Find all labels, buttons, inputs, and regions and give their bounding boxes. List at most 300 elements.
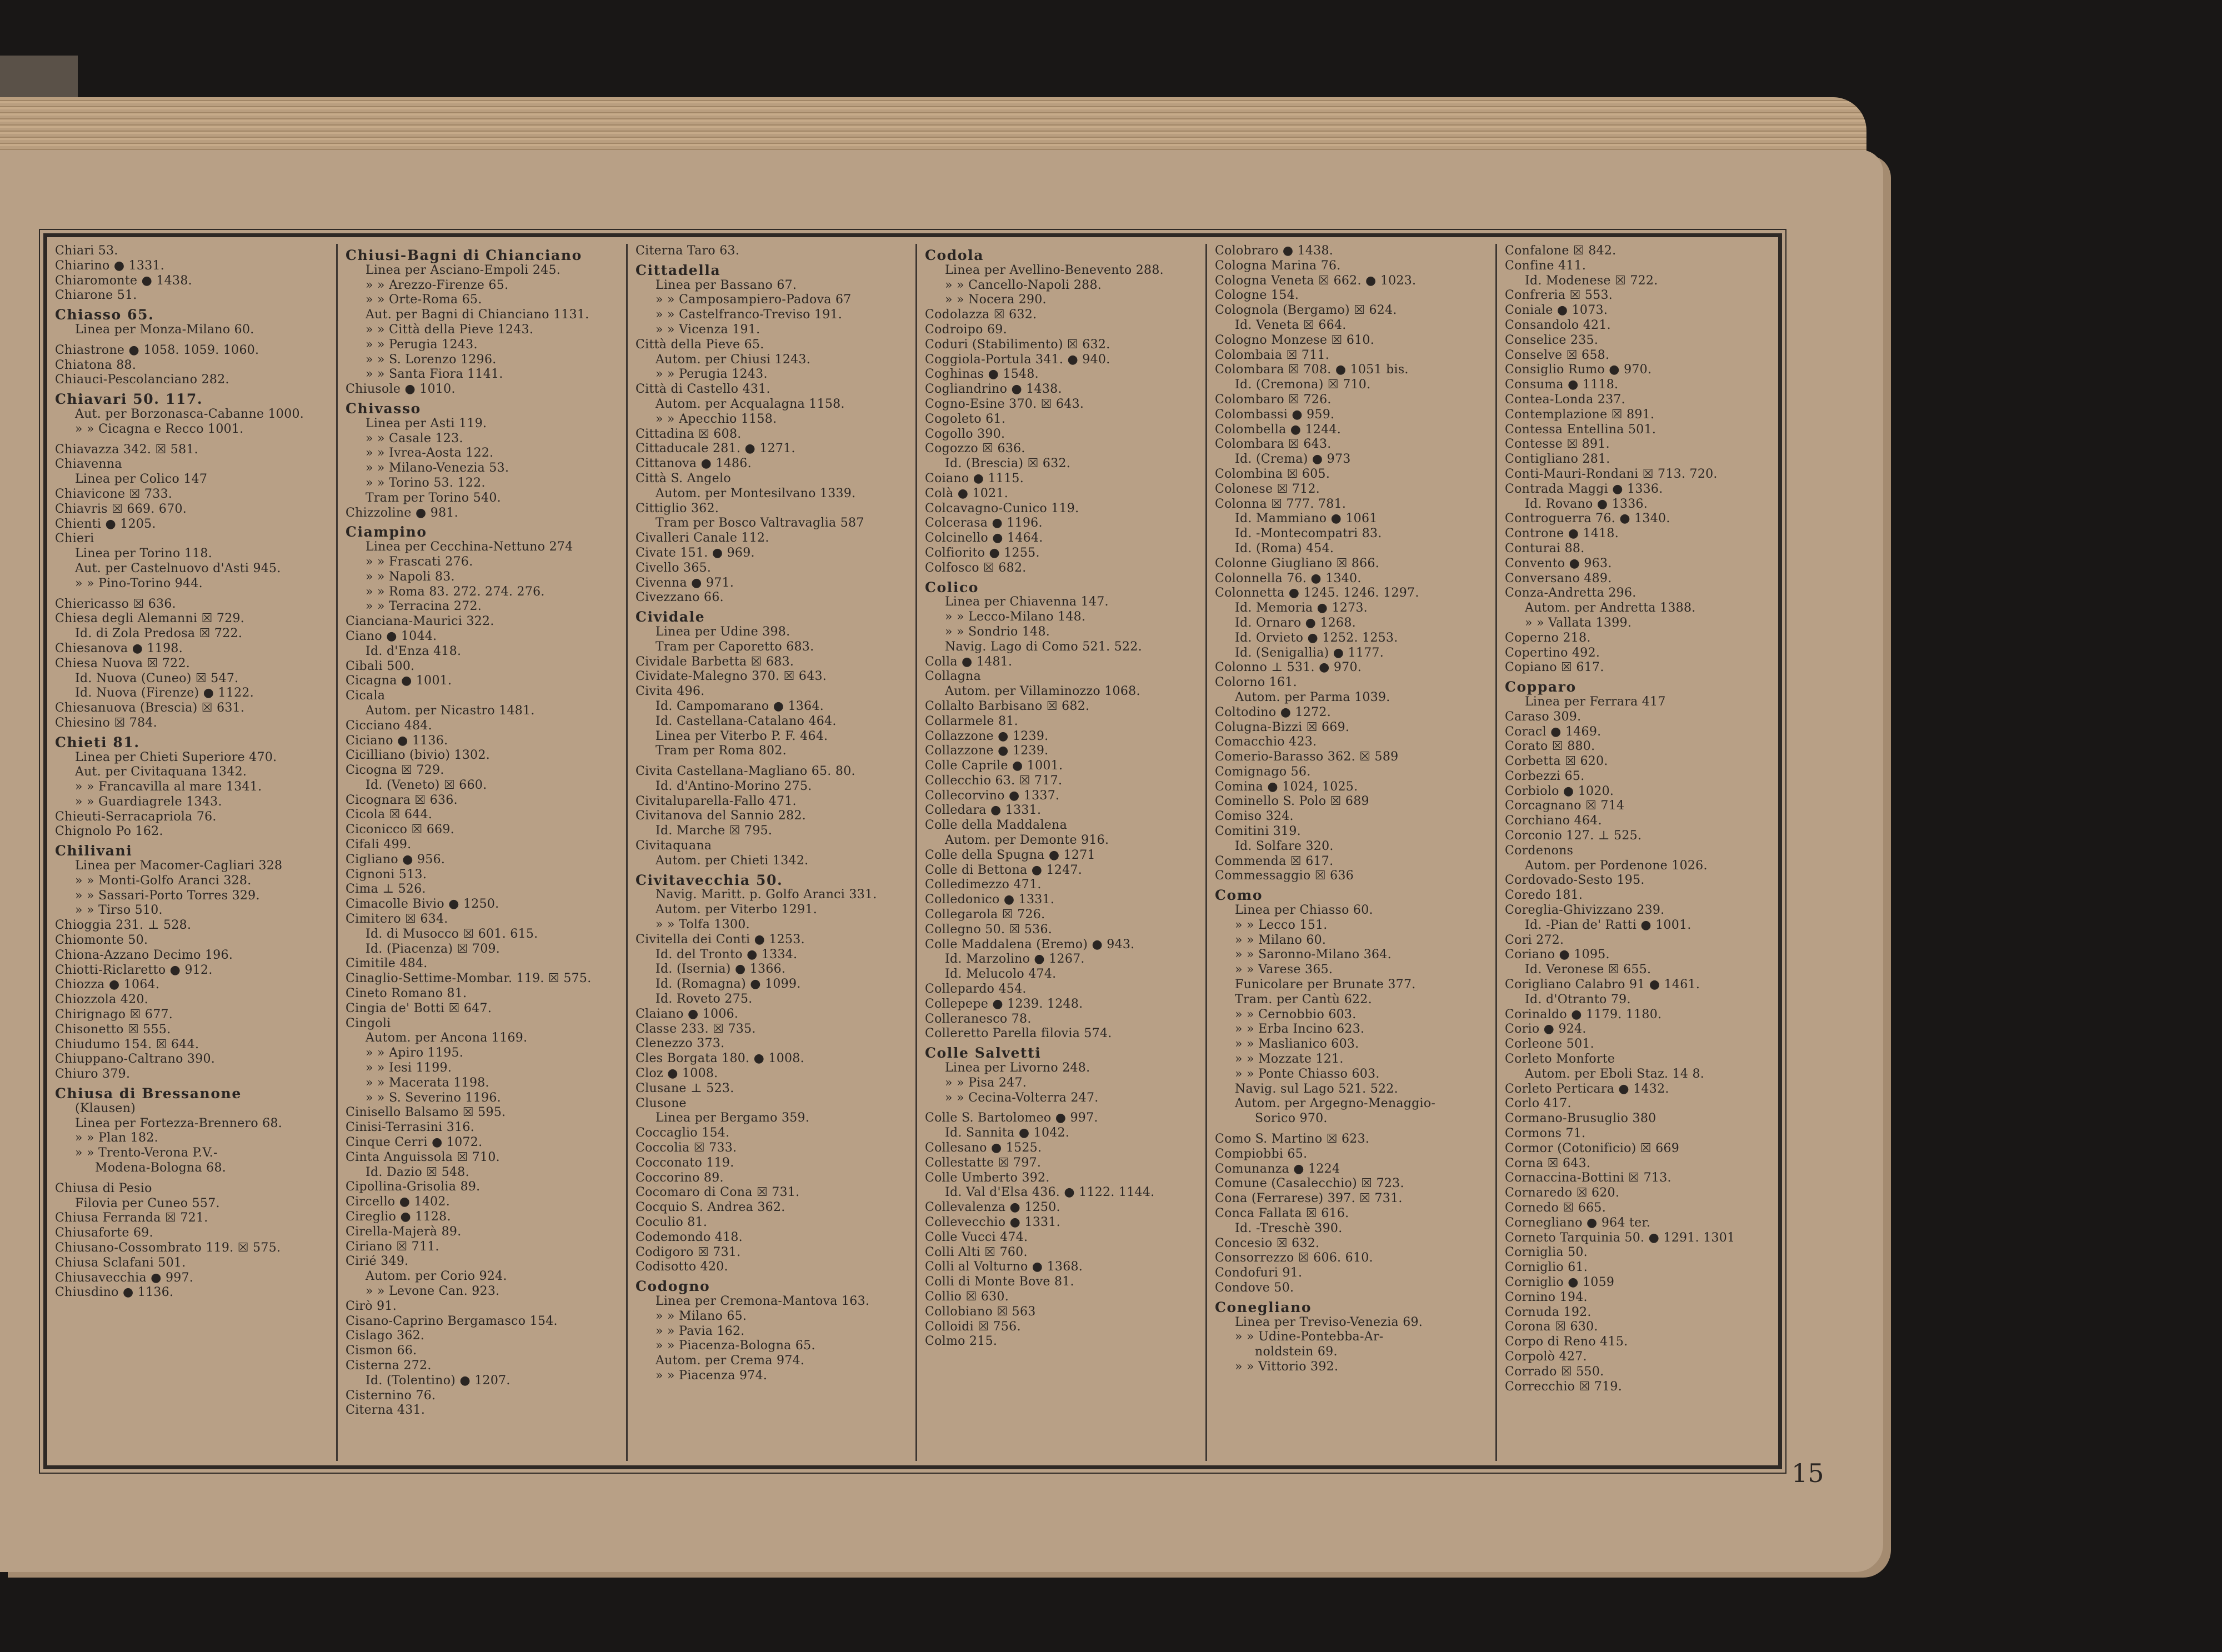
index-entry: » » Lecco 151. — [1235, 918, 1328, 932]
index-entry: » » Cecina-Volterra 247. — [945, 1090, 1099, 1105]
index-entry: Codemondo 418. — [635, 1230, 743, 1244]
index-entry: Linea per Macomer-Cagliari 328 — [75, 859, 283, 873]
index-entry: Cormano-Brusuglio 380 — [1505, 1112, 1657, 1126]
index-entry: Coccaglio 154. — [635, 1126, 730, 1140]
index-entry: Collepardo 454. — [925, 982, 1027, 997]
index-entry: Id. Solfare 320. — [1235, 839, 1334, 853]
index-heading: Chivasso — [346, 400, 421, 417]
index-entry: Commenda ☒ 617. — [1215, 854, 1334, 868]
index-entry: Cittiglio 362. — [635, 501, 719, 515]
index-entry: Cinaglio-Settime-Mombar. 119. ☒ 575. — [346, 972, 592, 986]
index-entry: Autom. per Crema 974. — [655, 1354, 805, 1368]
index-entry: Contesse ☒ 891. — [1505, 437, 1610, 452]
index-entry: Colle S. Bartolomeo ● 997. — [925, 1111, 1098, 1125]
book-page — [0, 150, 1883, 1572]
index-entry: Linea per Viterbo P. F. 464. — [655, 729, 828, 743]
index-entry: Chiusaforte 69. — [55, 1226, 153, 1240]
index-entry: » » Cicagna e Recco 1001. — [75, 422, 244, 436]
index-entry: Cinisi-Terrasini 316. — [346, 1120, 474, 1135]
index-entry: » » Napoli 83. — [366, 569, 455, 584]
index-entry: » » Tolfa 1300. — [655, 918, 750, 932]
index-entry: Cignoni 513. — [346, 867, 427, 882]
index-entry: Chiesanuova (Brescia) ☒ 631. — [55, 701, 245, 715]
index-entry: Collesano ● 1525. — [925, 1141, 1042, 1155]
index-entry: Cogoleto 61. — [925, 412, 1006, 426]
index-entry: Chienti ● 1205. — [55, 517, 156, 531]
index-column-3 — [628, 244, 917, 1461]
index-entry: Id. (Brescia) ☒ 632. — [945, 457, 1071, 471]
index-entry: Autom. per Acqualagna 1158. — [655, 397, 845, 411]
index-entry: Cornaccina-Bottini ☒ 713. — [1505, 1171, 1671, 1185]
index-entry: Contemplazione ☒ 891. — [1505, 407, 1655, 422]
index-entry: » » Frascati 276. — [366, 554, 473, 569]
index-heading: Chiusi-Bagni di Chianciano — [346, 247, 582, 263]
index-entry: » » Udine-Pontebba-Ar- — [1235, 1330, 1384, 1344]
index-entry: Chiari 53. — [55, 244, 118, 258]
index-entry: Chiaromonte ● 1438. — [55, 273, 192, 288]
index-entry: Cologna Veneta ☒ 662. ● 1023. — [1215, 273, 1417, 288]
index-heading: Civitavecchia 50. — [635, 872, 783, 888]
index-entry: Cicognara ☒ 636. — [346, 793, 458, 807]
index-entry: Cireglio ● 1128. — [346, 1210, 451, 1224]
index-entry: » » Nocera 290. — [945, 293, 1047, 307]
index-entry: Id. (Romagna) ● 1099. — [655, 977, 801, 992]
index-heading: Copparo — [1505, 679, 1577, 695]
index-entry: Colmo 215. — [925, 1334, 998, 1349]
index-entry: Consuma ● 1118. — [1505, 378, 1619, 392]
index-entry: Controguerra 76. ● 1340. — [1505, 512, 1670, 526]
index-entry: Colle Caprile ● 1001. — [925, 759, 1063, 773]
index-entry: Chieri — [55, 532, 94, 546]
index-entry: Cismon 66. — [346, 1344, 417, 1358]
index-entry: » » Mozzate 121. — [1235, 1052, 1344, 1067]
index-entry: Civitaluparella-Fallo 471. — [635, 794, 797, 808]
index-entry: Linea per Bassano 67. — [655, 278, 797, 292]
index-entry: Collobiano ☒ 563 — [925, 1304, 1036, 1319]
index-column-2 — [338, 244, 628, 1461]
index-entry: Chiavazza 342. ☒ 581. — [55, 442, 198, 457]
index-entry: Id. Memoria ● 1273. — [1235, 601, 1368, 615]
index-entry: Citerna 431. — [346, 1403, 426, 1418]
index-entry: Sorico 970. — [1255, 1112, 1328, 1126]
index-entry: Colle Maddalena (Eremo) ● 943. — [925, 937, 1135, 952]
index-entry: Coculio 81. — [635, 1215, 708, 1229]
index-entry: Cirella-Majerà 89. — [346, 1224, 462, 1239]
index-entry: » » Terracina 272. — [366, 599, 482, 614]
index-entry: » » Torino 53. 122. — [366, 475, 486, 490]
index-entry: Conversano 489. — [1505, 571, 1612, 585]
index-entry: Linea per Asti 119. — [366, 416, 487, 430]
index-entry: Chiusa di Pesio — [55, 1181, 152, 1195]
index-entry: Coltodino ● 1272. — [1215, 705, 1331, 719]
index-entry: Autom. per Andretta 1388. — [1525, 601, 1696, 615]
index-entry: » » Casale 123. — [366, 431, 463, 445]
index-entry: » » Camposampiero-Padova 67 — [655, 293, 852, 307]
index-entry: » » Città della Pieve 1243. — [366, 322, 534, 337]
index-entry: Id. Orvieto ● 1252. 1253. — [1235, 630, 1398, 645]
index-entry: » » Lecco-Milano 148. — [945, 610, 1086, 624]
index-entry: Id. Nuova (Firenze) ● 1122. — [75, 686, 254, 700]
index-entry: Consandolo 421. — [1505, 318, 1611, 332]
index-entry: Cicagna ● 1001. — [346, 674, 452, 688]
index-entry: Chignolo Po 162. — [55, 824, 163, 839]
index-entry: Chiuro 379. — [55, 1067, 131, 1082]
index-entry: Coghinas ● 1548. — [925, 367, 1039, 382]
index-entry: Claiano ● 1006. — [635, 1007, 739, 1021]
index-heading: Codola — [925, 247, 984, 263]
index-entry: Chiona-Azzano Decimo 196. — [55, 948, 233, 962]
index-entry: Id. di Musocco ☒ 601. 615. — [366, 927, 538, 941]
index-entry: Civate 151. ● 969. — [635, 545, 755, 560]
index-column-1 — [47, 244, 338, 1461]
index-entry: Cles Borgata 180. ● 1008. — [635, 1052, 804, 1066]
index-entry: Colcinello ● 1464. — [925, 531, 1043, 545]
index-entry: Aut. per Borzonasca-Cabanne 1000. — [75, 407, 304, 421]
index-entry: Colombara ☒ 708. ● 1051 bis. — [1215, 363, 1409, 377]
index-entry: Corona ☒ 630. — [1505, 1320, 1598, 1334]
index-entry: Colugna-Bizzi ☒ 669. — [1215, 720, 1350, 734]
index-entry: Cocomaro di Cona ☒ 731. — [635, 1185, 800, 1200]
index-entry: Cingia de' Botti ☒ 647. — [346, 1001, 492, 1015]
index-heading: Chilivani — [55, 843, 133, 859]
index-entry: Contigliano 281. — [1505, 452, 1610, 467]
index-entry: » » Monti-Golfo Aranci 328. — [75, 873, 252, 888]
index-entry: Linea per Cecchina-Nettuno 274 — [366, 540, 573, 554]
index-entry: » » Roma 83. 272. 274. 276. — [366, 584, 545, 599]
index-entry: Collestatte ☒ 797. — [925, 1155, 1042, 1170]
index-entry: Chiesa Nuova ☒ 722. — [55, 656, 191, 670]
index-entry: Cornuda 192. — [1505, 1305, 1592, 1319]
index-entry: Corleto Monforte — [1505, 1052, 1615, 1067]
index-heading: Chieti 81. — [55, 734, 140, 750]
index-entry: » » Perugia 1243. — [655, 367, 768, 382]
index-entry: Colorno 161. — [1215, 675, 1297, 690]
index-entry: Collio ☒ 630. — [925, 1289, 1009, 1304]
index-entry: Chiomonte 50. — [55, 933, 148, 948]
index-entry: Navig. Maritt. p. Golfo Aranci 331. — [655, 888, 877, 902]
index-entry: Navig. sul Lago 521. 522. — [1235, 1082, 1398, 1096]
index-entry: Corbezzi 65. — [1505, 769, 1585, 783]
index-entry: » » Piacenza-Bologna 65. — [655, 1339, 815, 1353]
index-entry: Id. (Cremona) ☒ 710. — [1235, 378, 1371, 392]
index-entry: Collecorvino ● 1337. — [925, 788, 1060, 803]
index-entry: Collegarola ☒ 726. — [925, 908, 1045, 922]
index-entry: » » Plan 182. — [75, 1131, 158, 1145]
index-entry: Chiozza ● 1064. — [55, 978, 160, 992]
index-entry: Cordovado-Sesto 195. — [1505, 873, 1645, 888]
index-entry: » » Saronno-Milano 364. — [1235, 948, 1392, 962]
index-entry: Circello ● 1402. — [346, 1195, 451, 1209]
index-entry: Id. Rovano ● 1336. — [1525, 497, 1648, 511]
index-entry: Colombaro ☒ 726. — [1215, 392, 1332, 407]
index-entry: Corbetta ☒ 620. — [1505, 754, 1608, 769]
index-entry: Cinta Anguissola ☒ 710. — [346, 1150, 500, 1164]
index-entry: Contessa Entellina 501. — [1505, 422, 1657, 437]
index-entry: Cimitero ☒ 634. — [346, 912, 448, 927]
index-entry: Copiano ☒ 617. — [1505, 660, 1604, 675]
index-entry: Chiusano-Cossombrato 119. ☒ 575. — [55, 1241, 281, 1255]
index-entry: Codigoro ☒ 731. — [635, 1245, 741, 1259]
index-entry: Corlo 417. — [1505, 1097, 1572, 1111]
index-entry: Collarmele 81. — [925, 714, 1018, 728]
index-entry: Cigliano ● 956. — [346, 852, 446, 867]
index-entry: Caraso 309. — [1505, 709, 1582, 724]
index-entry: Chiarone 51. — [55, 288, 137, 303]
index-entry: Tram per Caporetto 683. — [655, 639, 814, 654]
index-entry: Id. Ornaro ● 1268. — [1235, 615, 1356, 630]
index-entry: » » Pisa 247. — [945, 1075, 1027, 1090]
index-entry: Confreria ☒ 553. — [1505, 288, 1613, 303]
index-entry: Chiauci-Pescolanciano 282. — [55, 373, 229, 387]
index-entry: Corconio 127. ⊥ 525. — [1505, 829, 1642, 843]
index-entry: Aut. per Civitaquana 1342. — [75, 765, 247, 779]
index-entry: » » Levone Can. 923. — [366, 1284, 500, 1298]
index-entry: Id. (Isernia) ● 1366. — [655, 962, 786, 977]
index-entry: Linea per Torino 118. — [75, 547, 213, 561]
index-entry: Corpolò 427. — [1505, 1349, 1587, 1364]
index-entry: Coduri (Stabilimento) ☒ 632. — [925, 337, 1110, 352]
index-entry: Chiuppano-Caltrano 390. — [55, 1052, 216, 1067]
index-entry: Colombara ☒ 643. — [1215, 437, 1332, 452]
index-entry: Cornaredo ☒ 620. — [1505, 1186, 1620, 1200]
index-entry: Conza-Andretta 296. — [1505, 586, 1637, 600]
index-entry: Colle Vucci 474. — [925, 1230, 1028, 1244]
index-entry: Civenna ● 971. — [635, 575, 734, 590]
index-entry: Clenezzo 373. — [635, 1037, 725, 1051]
index-entry: Colli al Volturno ● 1368. — [925, 1260, 1083, 1274]
index-entry: » » Vittorio 392. — [1235, 1359, 1339, 1374]
index-entry: » » Apiro 1195. — [366, 1046, 464, 1060]
index-entry: Chiusdino ● 1136. — [55, 1285, 174, 1300]
index-entry: Colfiorito ● 1255. — [925, 545, 1040, 560]
index-entry: Id. -Pian de' Ratti ● 1001. — [1525, 918, 1691, 932]
index-entry: Colledara ● 1331. — [925, 803, 1042, 818]
index-entry: Id. Veneta ☒ 664. — [1235, 318, 1347, 332]
index-entry: Colcavagno-Cunico 119. — [925, 501, 1079, 515]
index-entry: Tram per Bosco Valtravaglia 587 — [655, 516, 864, 530]
index-entry: Id. (Crema) ● 973 — [1235, 452, 1351, 467]
index-entry: Corniglio 61. — [1505, 1260, 1588, 1275]
index-heading: Chiusa di Bressanone — [55, 1085, 242, 1102]
index-entry: Cocconato 119. — [635, 1155, 734, 1170]
index-entry: Cocquio S. Andrea 362. — [635, 1200, 785, 1215]
index-entry: Cornedo ☒ 665. — [1505, 1201, 1607, 1215]
index-entry: Cimacolle Bivio ● 1250. — [346, 897, 499, 912]
index-entry: Coperno 218. — [1505, 630, 1591, 645]
index-heading: Codogno — [635, 1278, 710, 1295]
index-heading: Conegliano — [1215, 1299, 1312, 1315]
index-entry: Chiozzola 420. — [55, 993, 149, 1007]
index-entry: » » Sassari-Porto Torres 329. — [75, 888, 260, 903]
index-entry: » » Cancello-Napoli 288. — [945, 278, 1102, 292]
index-entry: Comune (Casalecchio) ☒ 723. — [1215, 1177, 1404, 1191]
index-entry: Cittadina ☒ 608. — [635, 427, 742, 441]
index-entry: Ciriano ☒ 711. — [346, 1239, 439, 1254]
index-entry: Linea per Chieti Superiore 470. — [75, 750, 277, 764]
index-entry: Coccorino 89. — [635, 1170, 724, 1185]
index-entry: Autom. per Villaminozzo 1068. — [945, 684, 1140, 699]
index-entry: Colleranesco 78. — [925, 1012, 1032, 1026]
index-entry: Conselice 235. — [1505, 333, 1599, 347]
index-entry: Comunanza ● 1224 — [1215, 1162, 1340, 1176]
index-entry: » » Pavia 162. — [655, 1324, 745, 1338]
index-frame — [43, 233, 1782, 1469]
index-entry: Colonnella 76. ● 1340. — [1215, 571, 1362, 585]
index-entry: Colombaia ☒ 711. — [1215, 348, 1330, 362]
index-entry: Cisterna 272. — [346, 1358, 432, 1373]
index-entry: Ciciano ● 1136. — [346, 733, 448, 748]
index-entry: Id. -Treschè 390. — [1235, 1221, 1343, 1235]
index-entry: Codisotto 420. — [635, 1260, 728, 1274]
index-entry: Autom. per Chiusi 1243. — [655, 352, 811, 367]
index-entry: Coracl ● 1469. — [1505, 724, 1602, 739]
index-entry: Id. Sannita ● 1042. — [945, 1126, 1070, 1140]
index-entry: Collecchio 63. ☒ 717. — [925, 773, 1063, 788]
index-entry: Linea per Fortezza-Brennero 68. — [75, 1116, 283, 1130]
index-heading: Cividale — [635, 609, 705, 625]
index-entry: Città S. Angelo — [635, 471, 731, 485]
index-entry: Corchiano 464. — [1505, 814, 1602, 828]
index-entry: Chiesa degli Alemanni ☒ 729. — [55, 612, 245, 626]
index-entry: Autom. per Pordenone 1026. — [1525, 858, 1708, 873]
index-entry: Cividate-Malegno 370. ☒ 643. — [635, 669, 827, 684]
index-entry: » » Ponte Chiasso 603. — [1235, 1067, 1380, 1081]
index-entry: Chiarino ● 1331. — [55, 258, 165, 273]
index-entry: Comiso 324. — [1215, 809, 1294, 824]
index-entry: Chioggia 231. ⊥ 528. — [55, 918, 192, 933]
index-entry: Cona (Ferrarese) 397. ☒ 731. — [1215, 1192, 1403, 1206]
index-entry: » » Tirso 510. — [75, 903, 163, 918]
index-entry: » » Milano 65. — [655, 1309, 747, 1323]
index-heading: Cittadella — [635, 262, 721, 278]
index-entry: Corbiolo ● 1020. — [1505, 784, 1614, 798]
index-entry: Linea per Udine 398. — [655, 624, 790, 639]
index-entry: Citerna Taro 63. — [635, 244, 740, 258]
index-entry: Contea-Londa 237. — [1505, 392, 1625, 407]
index-entry: Città di Castello 431. — [635, 382, 770, 397]
index-entry: Consorrezzo ☒ 606. 610. — [1215, 1251, 1373, 1265]
index-entry: » » Arezzo-Firenze 65. — [366, 278, 509, 292]
index-entry: Colledonico ● 1331. — [925, 893, 1055, 907]
index-entry: Chiusa Ferranda ☒ 721. — [55, 1211, 208, 1225]
index-entry: Chirignago ☒ 677. — [55, 1008, 173, 1022]
index-entry: Autom. per Ancona 1169. — [366, 1031, 528, 1045]
index-column-5 — [1207, 244, 1497, 1461]
index-entry: Linea per Colico 147 — [75, 472, 208, 487]
index-entry: Cicola ☒ 644. — [346, 808, 433, 822]
index-entry: Cornino 194. — [1505, 1290, 1588, 1304]
index-entry: Confalone ☒ 842. — [1505, 244, 1617, 258]
index-entry: Civitanova del Sannio 282. — [635, 809, 806, 823]
index-entry: Cibali 500. — [346, 659, 415, 673]
index-entry: Autom. per Chieti 1342. — [655, 853, 809, 868]
index-entry: Colle Umberto 392. — [925, 1170, 1050, 1185]
index-entry: » » Santa Fiora 1141. — [366, 367, 503, 382]
index-entry: Cicogna ☒ 729. — [346, 763, 444, 778]
index-entry: Filovia per Cuneo 557. — [75, 1196, 220, 1210]
index-entry: Corato ☒ 880. — [1505, 739, 1595, 754]
index-entry: Coredo 181. — [1505, 888, 1583, 903]
index-entry: Colle della Maddalena — [925, 818, 1068, 833]
index-entry: Colcerasa ● 1196. — [925, 516, 1043, 530]
index-entry: Collalto Barbisano ☒ 682. — [925, 699, 1090, 713]
index-entry: Coccolia ☒ 733. — [635, 1141, 737, 1155]
index-entry: Cormons 71. — [1505, 1127, 1586, 1141]
index-entry: Convento ● 963. — [1505, 556, 1612, 570]
index-entry: Correcchio ☒ 719. — [1505, 1379, 1623, 1394]
index-entry: Chizzoline ● 981. — [346, 505, 458, 520]
index-entry: Id. (Piacenza) ☒ 709. — [366, 942, 501, 956]
index-entry: » » Iesi 1199. — [366, 1061, 452, 1075]
index-entry: Colà ● 1021. — [925, 486, 1008, 500]
index-entry: Cogozzo ☒ 636. — [925, 442, 1025, 456]
index-entry: Chiusole ● 1010. — [346, 382, 456, 397]
index-entry: Comerio-Barasso 362. ☒ 589 — [1215, 750, 1399, 764]
index-entry: » » Milano 60. — [1235, 933, 1327, 947]
index-column-4 — [917, 244, 1207, 1461]
index-entry: Colonnetta ● 1245. 1246. 1297. — [1215, 586, 1419, 600]
index-entry: Cimitile 484. — [346, 957, 428, 971]
index-entry: Cianciana-Maurici 322. — [346, 614, 494, 629]
index-column-6 — [1497, 244, 1778, 1461]
index-entry: Civitella dei Conti ● 1253. — [635, 932, 805, 947]
index-entry: Cornegliano ● 964 ter. — [1505, 1215, 1651, 1230]
index-entry: Corpo di Reno 415. — [1505, 1335, 1628, 1349]
index-entry: Cineto Romano 81. — [346, 987, 467, 1001]
index-entry: Tram per Torino 540. — [366, 490, 501, 505]
index-entry: Corleone 501. — [1505, 1037, 1594, 1052]
index-entry: Colobraro ● 1438. — [1215, 244, 1334, 258]
index-entry: Id. Marzolino ● 1267. — [945, 952, 1085, 967]
index-entry: Linea per Monza-Milano 60. — [75, 322, 254, 337]
index-entry: Coreglia-Ghivizzano 239. — [1505, 903, 1665, 918]
index-entry: » » Piacenza 974. — [655, 1368, 768, 1383]
index-entry: Id. di Zola Predosa ☒ 722. — [75, 627, 243, 641]
index-entry: (Klausen) — [75, 1101, 136, 1115]
index-entry: Corio ● 924. — [1505, 1022, 1587, 1037]
index-entry: Chieuti-Serracapriola 76. — [55, 809, 217, 824]
index-entry: Comitini 319. — [1215, 824, 1301, 839]
index-entry: Collegno 50. ☒ 536. — [925, 922, 1053, 937]
index-entry: Consiglio Rumo ● 970. — [1505, 363, 1652, 377]
page-number: 15 — [1791, 1458, 1824, 1488]
index-entry: Comacchio 423. — [1215, 735, 1317, 749]
index-entry: Conca Fallata ☒ 616. — [1215, 1207, 1349, 1220]
index-entry: Chiesino ☒ 784. — [55, 715, 157, 730]
index-entry: Cicciano 484. — [346, 718, 432, 733]
index-entry: Linea per Chiasso 60. — [1235, 903, 1373, 918]
index-entry: » » Pino-Torino 944. — [75, 576, 203, 590]
index-entry: Chiudumo 154. ☒ 644. — [55, 1037, 199, 1052]
index-entry: Coriano ● 1095. — [1505, 948, 1610, 962]
index-heading: Chiavari 50. 117. — [55, 391, 203, 408]
index-entry: Clusane ⊥ 523. — [635, 1081, 734, 1095]
index-entry: Colloidi ☒ 756. — [925, 1319, 1021, 1334]
index-entry: Città della Pieve 65. — [635, 337, 764, 352]
index-entry: Concesio ☒ 632. — [1215, 1236, 1320, 1250]
index-entry: » » Orte-Roma 65. — [366, 293, 482, 307]
index-entry: » » Erba Incino 623. — [1235, 1022, 1365, 1037]
index-entry: Ciano ● 1044. — [346, 629, 437, 643]
index-entry: Colonna ☒ 777. 781. — [1215, 497, 1347, 511]
index-entry: » » Vallata 1399. — [1525, 615, 1632, 630]
index-entry: Civello 365. — [635, 560, 712, 575]
index-entry: Linea per Avellino-Benevento 288. — [945, 263, 1164, 277]
index-entry: Codolazza ☒ 632. — [925, 308, 1037, 322]
index-entry: Chiusavecchia ● 997. — [55, 1270, 194, 1285]
index-entry: » » Milano-Venezia 53. — [366, 461, 509, 475]
index-entry: Collevalenza ● 1250. — [925, 1200, 1060, 1215]
